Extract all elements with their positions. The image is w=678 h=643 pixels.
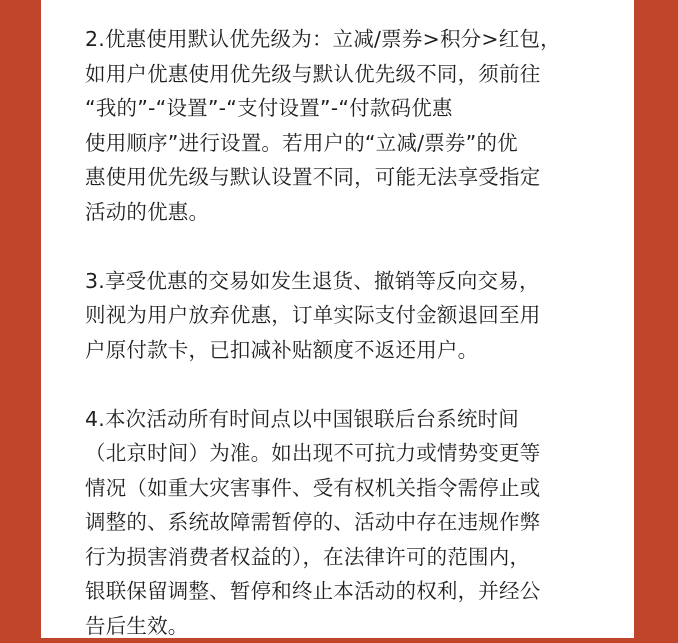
right-border-band xyxy=(634,0,678,638)
rules-content xyxy=(85,22,605,643)
rule-clause-4: 4.本次活动所有时间点以中国银联后台系统时间 （北京时间）为准。如出现不可抗力或情势变更等 情况（如重大灾害事件、受有权机关指令需停止或 调整的、系统故障需暂停的、活动中存在违规作弊 行为损害消费者权益的），在法律许可的范围内， 银联保留调整、暂停和终止本活动的权利，并经公 告后生效。 xyxy=(85,402,605,643)
left-border-band xyxy=(0,0,41,638)
rule-clause-3: 3.享受优惠的交易如发生退货、撤销等反向交易， 则视为用户放弃优惠，订单实际支付金额退回至用 户原付款卡，已扣减补贴额度不返还用户。 xyxy=(85,264,605,368)
rule-clause-2: 2.优惠使用默认优先级为：立减/票券>积分>红包， 如用户优惠使用优先级与默认优先级不同，须前往 “我的”-“设置”-“支付设置”-“付款码优惠 使用顺序”进行设置。若用户的“立减/票券”的优 惠使用优先级与默认设置不同，可能无法享受指定 活动的优惠。 xyxy=(85,22,605,229)
rules-panel xyxy=(41,0,634,638)
